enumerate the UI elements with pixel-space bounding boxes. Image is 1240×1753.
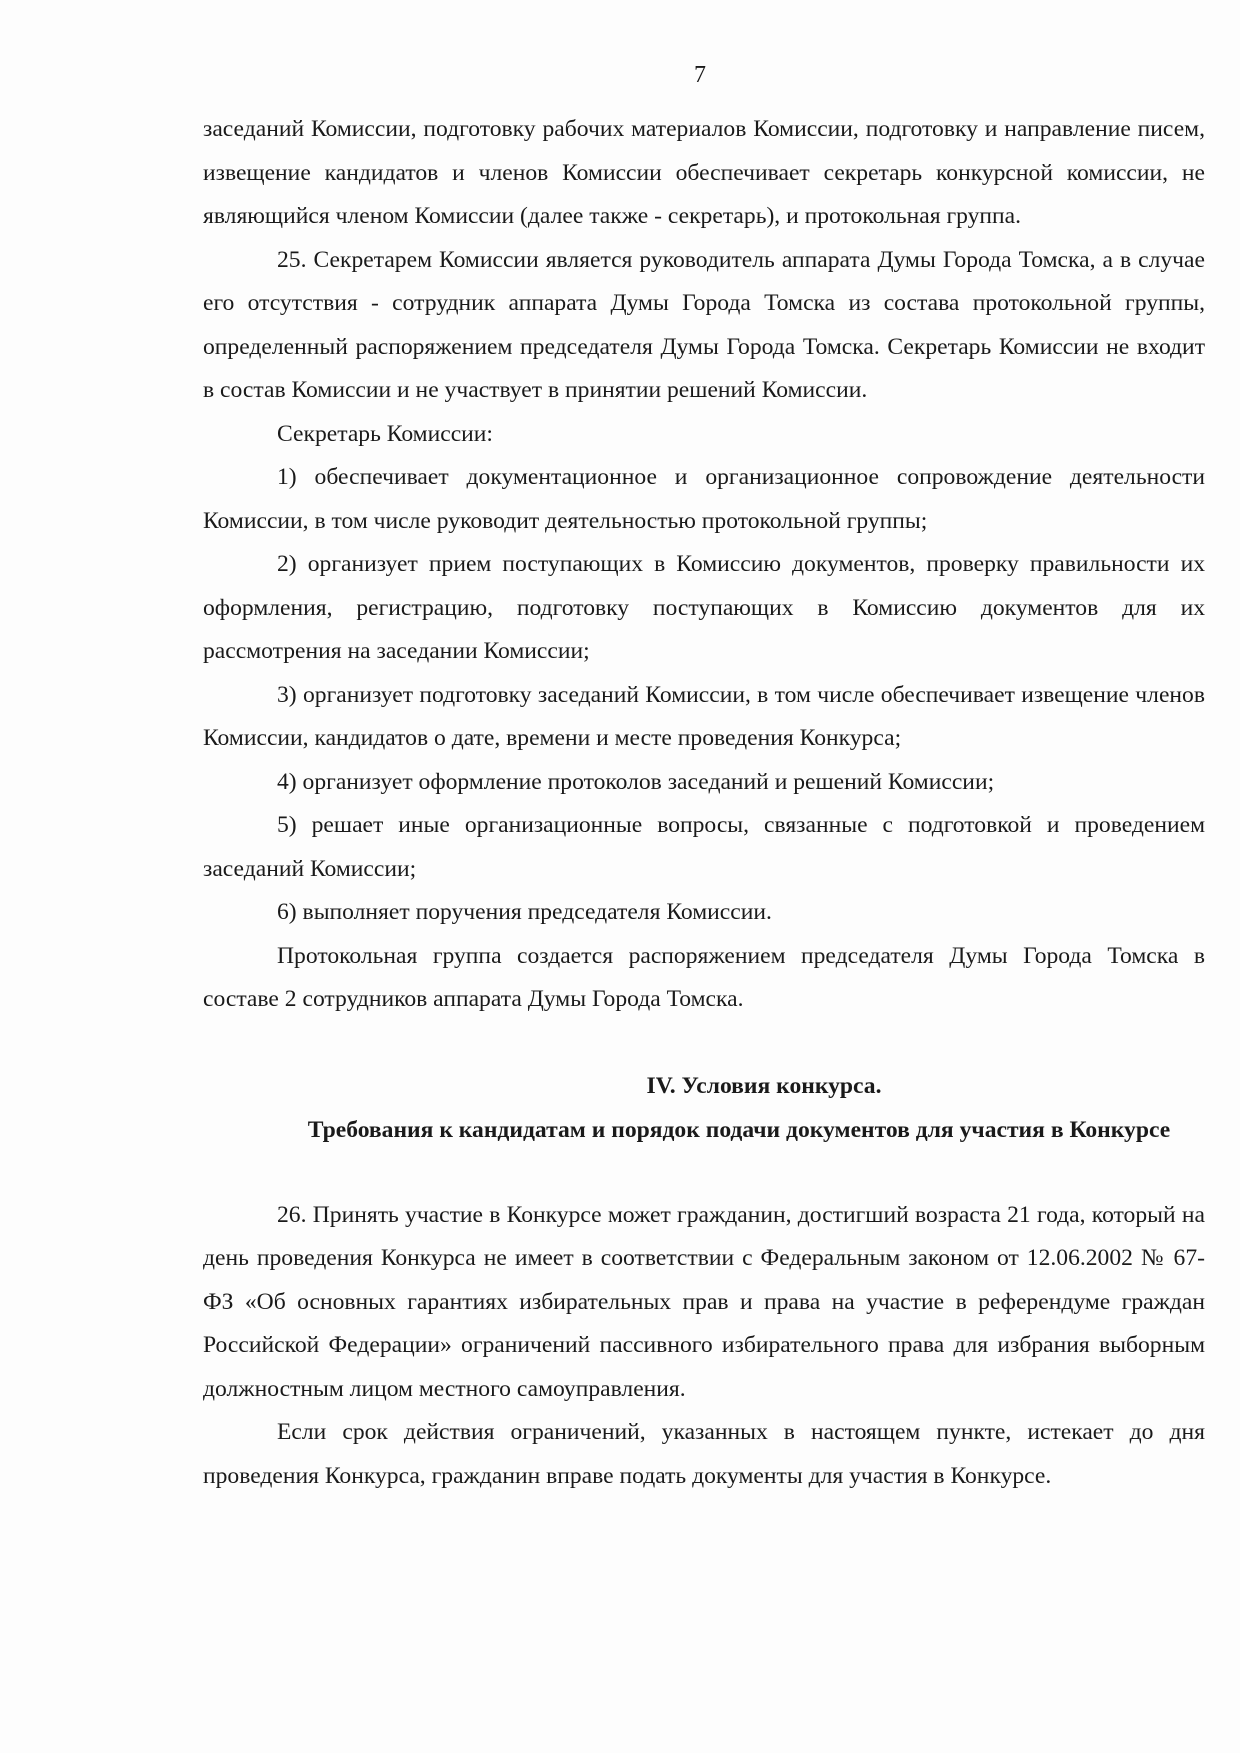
section-subheading: Требования к кандидатам и порядок подачи документов для участия в Конкурсе — [307, 1116, 1171, 1143]
list-item-4: 4) организует оформление протоколов заседаний и решений Комиссии; — [277, 768, 995, 795]
list-item-5: 5) решает иные организационные вопросы, связанные с подготовкой и проведением заседаний Комиссии; — [203, 812, 1205, 882]
list-item-3: 3) организует подготовку заседаний Комиссии, в том числе обеспечивает извещение членов Комиссии, кандидатов о дате, времени и месте проведения Конкурса; — [203, 681, 1205, 751]
paragraph-continuation: заседаний Комиссии, подготовку рабочих материалов Комиссии, подготовку и направление писем, извещение кандидатов и членов Комиссии обеспечивает секретарь конкурсной комиссии, не являющийся членом Комиссии (далее также - секретарь), и протокольная группа. — [203, 116, 1205, 229]
list-item-2: 2) организует прием поступающих в Комиссию документов, проверку правильности их оформления, регистрацию, подготовку поступающих в Комиссию документов для их рассмотрения на заседании Комиссии; — [203, 551, 1205, 664]
page-number: 7 — [694, 62, 706, 88]
paragraph-item-25: 25. Секретарем Комиссии является руководитель аппарата Думы Города Томска, а в случае его отсутствия - сотрудник аппарата Думы Города Томска из состава протокольной группы, определенный распоряжением председателя Думы Города Томска. Секретарь Комиссии не входит в состав Комиссии и не участвует в принятии решений Комиссии. — [203, 246, 1205, 403]
list-item-6: 6) выполняет поручения председателя Комиссии. — [277, 899, 772, 925]
list-item-1: 1) обеспечивает документационное и организационное сопровождение деятельности Комиссии, в том числе руководит деятельностью протокольной группы; — [203, 464, 1205, 534]
document-body — [203, 108, 1205, 1498]
paragraph-protocol-group: Протокольная группа создается распоряжением председателя Думы Города Томска в составе 2 сотрудников аппарата Думы Города Томска. — [203, 942, 1205, 1012]
paragraph-restriction-expiry: Если срок действия ограничений, указанных в настоящем пункте, истекает до дня проведения Конкурса, гражданин вправе подать документы для участия в Конкурсе. — [203, 1419, 1205, 1489]
section-heading: IV. Условия конкурса. — [646, 1072, 882, 1099]
paragraph-secretary-duties-intro: Секретарь Комиссии: — [277, 420, 493, 447]
paragraph-item-26: 26. Принять участие в Конкурсе может гражданин, достигший возраста 21 года, который на день проведения Конкурса не имеет в соответствии с Федеральным законом от 12.06.2002 № 67-ФЗ «Об основных гарантиях избирательных прав и права на участие в референдуме граждан Российской Федерации» ограничений пассивного избирательного права для избрания выборным должностным лицом местного самоуправления. — [203, 1201, 1205, 1402]
